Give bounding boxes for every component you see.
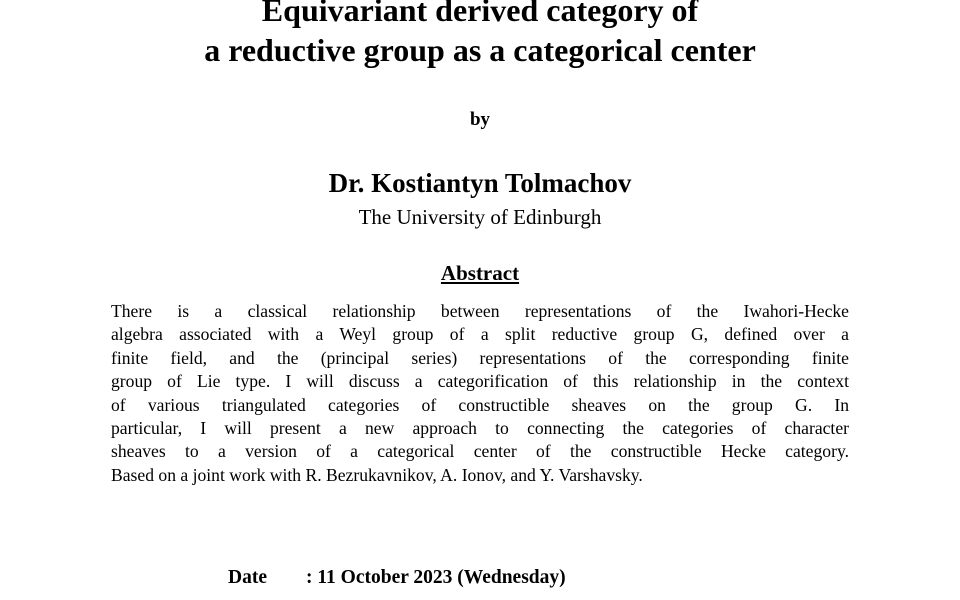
talk-title	[0, 0, 960, 70]
abstract-line: group of Lie type. I will discuss a categorification of this relationship in the context	[111, 371, 849, 392]
abstract-line: algebra associated with a Weyl group of a split reductive group G, defined over a	[111, 324, 849, 345]
date-row	[228, 565, 566, 591]
abstract-heading: Abstract	[440, 261, 520, 285]
abstract-line: particular, I will present a new approach to connecting the categories of character	[111, 417, 849, 438]
speaker-affiliation: The University of Edinburgh	[358, 205, 602, 229]
abstract-line: sheaves to a version of a categorical center of the constructible Hecke category.	[111, 441, 849, 462]
speaker-name: Dr. Kostiantyn Tolmachov	[328, 168, 632, 198]
abstract-line: There is a classical relationship between representations of the Iwahori-Hecke	[111, 301, 849, 321]
by-label: by	[469, 109, 491, 130]
date-label: Date	[228, 567, 267, 588]
abstract-line: of various triangulated categories of constructible sheaves on the group G. In	[111, 394, 849, 415]
abstract-text	[111, 300, 849, 487]
date-value: : 11 October 2023 (Wednesday)	[306, 567, 566, 588]
abstract-line: Based on a joint work with R. Bezrukavnikov, A. Ionov, and Y. Varshavsky.	[111, 464, 643, 485]
talk-title-line-2: a reductive group as a categorical center	[204, 32, 756, 68]
talk-title-line-1: Equivariant derived category of	[261, 0, 699, 28]
abstract-line: finite field, and the (principal series) representations of the corresponding finite	[111, 347, 849, 368]
